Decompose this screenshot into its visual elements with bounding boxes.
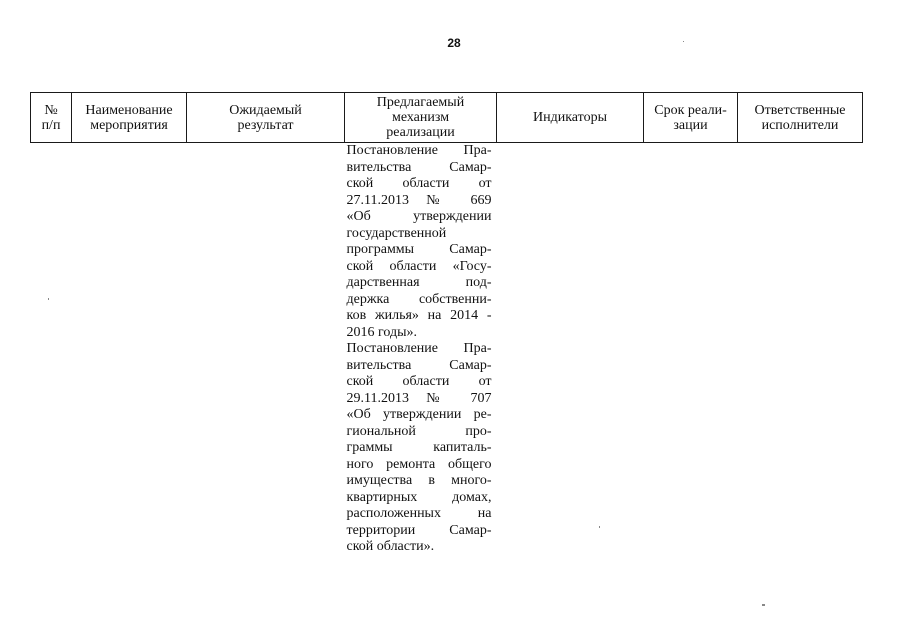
mechanism-line: дарственная под- — [346, 275, 492, 290]
cell-number — [31, 143, 72, 556]
mechanism-line: 29.11.2013 № 707 — [346, 390, 492, 406]
scan-speck — [683, 41, 684, 42]
mechanism-paragraph — [347, 341, 492, 556]
scan-speck — [762, 604, 765, 606]
cell-indicators — [497, 143, 644, 556]
cell-mechanism — [345, 143, 497, 556]
mechanism-line: ской области от — [346, 176, 492, 191]
mechanism-line: «Об утверждении ре- — [346, 407, 492, 422]
page-number: 28 — [447, 36, 461, 50]
header-responsible: Ответственные исполнители — [738, 93, 863, 143]
mechanism-line: «Об утверждении — [346, 209, 492, 224]
cell-responsible — [738, 143, 863, 556]
mechanism-line: Постановление Пра- — [346, 341, 492, 356]
mechanism-line: вительства Самар- — [346, 357, 492, 373]
mechanism-line: территории Самар- — [346, 522, 492, 538]
mechanism-line: имущества в много- — [346, 473, 492, 488]
mechanism-line: 2016 годы». — [346, 324, 418, 340]
header-number: № п/п — [31, 93, 72, 143]
header-deadline: Срок реали- зации — [644, 93, 738, 143]
mechanism-line: держка собственни- — [346, 291, 492, 307]
mechanism-line: ской области». — [346, 539, 435, 554]
mechanism-text — [347, 143, 492, 556]
cell-activity-name — [72, 143, 187, 556]
mechanism-line: граммы капиталь- — [346, 440, 492, 455]
mechanism-line: ного ремонта общего — [346, 456, 492, 472]
header-activity-name: Наименование мероприятия — [72, 93, 187, 143]
mechanism-line: ской области «Госу- — [346, 258, 492, 274]
mechanism-line: расположенных на — [346, 506, 492, 521]
mechanism-line: вительства Самар- — [346, 159, 492, 175]
mechanism-line: ков жилья» на 2014 - — [346, 308, 492, 323]
mechanism-line: гиональной про- — [346, 423, 492, 439]
cell-expected-result — [187, 143, 345, 556]
mechanism-line: 27.11.2013 № 669 — [346, 192, 492, 208]
header-indicators: Индикаторы — [497, 93, 644, 143]
scan-speck — [599, 526, 600, 528]
table-row — [31, 143, 863, 556]
mechanism-paragraph — [347, 143, 492, 341]
mechanism-line: ской области от — [346, 374, 492, 389]
mechanism-line: государственной — [346, 225, 447, 241]
table-header-row — [31, 93, 863, 143]
mechanism-line: Постановление Пра- — [346, 143, 492, 158]
scan-speck — [48, 298, 49, 300]
header-mechanism: Предлагаемый механизм реализации — [345, 93, 497, 143]
header-expected-result: Ожидаемый результат — [187, 93, 345, 143]
plan-table — [30, 92, 863, 556]
cell-deadline — [644, 143, 738, 556]
mechanism-line: программы Самар- — [346, 242, 492, 257]
mechanism-line: квартирных домах, — [346, 489, 492, 505]
